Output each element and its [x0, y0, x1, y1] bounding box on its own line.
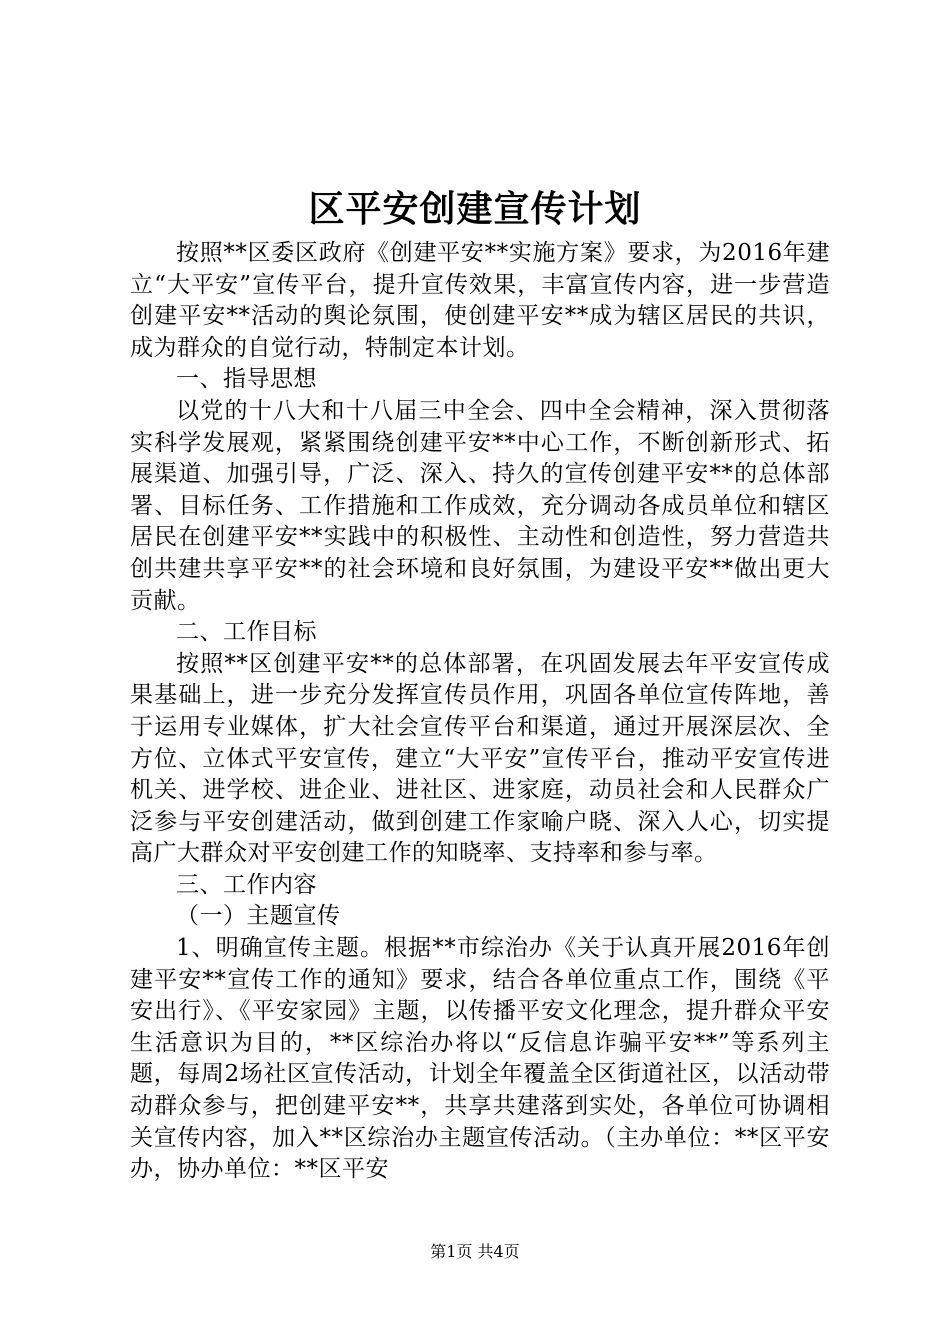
work-goals-paragraph: 按照**区创建平安**的总体部署，在巩固发展去年平安宣传成果基础上，进一步充分发挥宣传员作用，巩固各单位宣传阵地，善于运用专业媒体，扩大社会宣传平台和渠道，通过开展深层次、全方位、立体式平安宣传，建立“大平安”宣传平台，推动平安宣传进机关、进学校、进企业、进社区、进家庭，动员社会和人民群众广泛参与平安创建活动，做到创建工作家喻户晓、深入人心，切实提高广大群众对平安创建工作的知晓率、支持率和参与率。 — [130, 650, 830, 867]
page-footer: 第1页 共4页 — [430, 1242, 520, 1261]
section-heading-work-content: 三、工作内容 — [176, 871, 317, 898]
theme-publicity-paragraph: 1、明确宣传主题。根据**市综治办《关于认真开展2016年创建平安**宣传工作的通知》要求，结合各单位重点工作，围绕《平安出行》、《平安家园》主题，以传播平安文化理念，提升群众平安生活意识为目的，**区综治办将以“反信息诈骗平安**”等系列主题，每周2场社区宣传活动，计划全年覆盖全区街道社区，以活动带动群众参与，把创建平安**，共享共建落到实处，各单位可协调相关宣传内容，加入**区综治办主题宣传活动。（主办单位：**区平安办，协办单位：**区平安 — [130, 935, 830, 1183]
document-title: 区平安创建宣传计划 — [308, 188, 642, 230]
subsection-heading-theme-publicity: （一）主题宣传 — [176, 903, 341, 930]
guiding-ideology-paragraph: 以党的十八大和十八届三中全会、四中全会精神，深入贯彻落实科学发展观，紧紧围绕创建平安**中心工作，不断创新形式、拓展渠道、加强引导，广泛、深入、持久的宣传创建平安**的总体部署、目标任务、工作措施和工作成效，充分调动各成员单位和辖区居民在创建平安**实践中的积极性、主动性和创造性，努力营造共创共建共享平安**的社会环境和良好氛围，为建设平安**做出更大贡献。 — [130, 397, 830, 614]
section-heading-work-goals: 二、工作目标 — [176, 619, 317, 646]
document-body — [130, 238, 830, 1186]
section-heading-guiding-ideology: 一、指导思想 — [176, 366, 317, 393]
intro-paragraph: 按照**区委区政府《创建平安**实施方案》要求，为2016年建立“大平安”宣传平台，提升宣传效果，丰富宣传内容，进一步营造创建平安**活动的舆论氛围，使创建平安**成为辖区居民的共识，成为群众的自觉行动，特制定本计划。 — [130, 240, 830, 361]
